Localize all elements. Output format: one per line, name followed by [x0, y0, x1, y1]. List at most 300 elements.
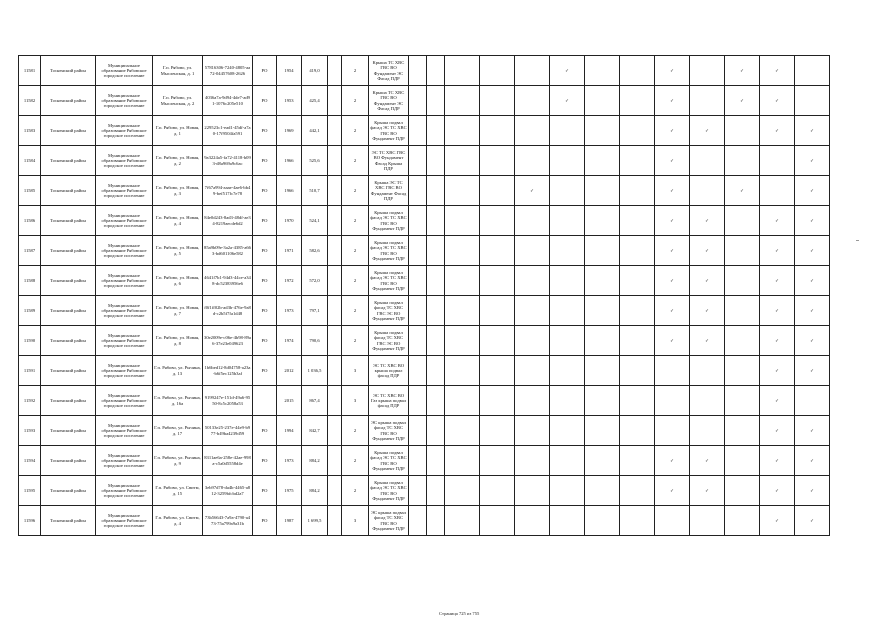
row-id: 11581 — [19, 56, 41, 86]
check-cell-empty — [515, 386, 550, 416]
check-mark: ✓ — [760, 386, 795, 416]
check-cell-empty — [409, 206, 427, 236]
row-type: РО — [253, 266, 277, 296]
row-type: РО — [253, 146, 277, 176]
check-mark: ✓ — [795, 476, 830, 506]
check-mark: ✓ — [760, 416, 795, 446]
table-body — [19, 56, 830, 536]
check-cell-empty — [445, 236, 480, 266]
check-cell-empty — [515, 56, 550, 86]
row-municipality: Муниципальное образование Рябовское городское поселение — [96, 146, 153, 176]
check-mark: ✓ — [760, 296, 795, 326]
check-cell-empty — [585, 266, 620, 296]
check-mark: ✓ — [550, 56, 585, 86]
row-area: 884,2 — [302, 446, 328, 476]
check-cell-empty — [585, 176, 620, 206]
check-cell-empty — [409, 146, 427, 176]
row-area: 790,6 — [302, 326, 328, 356]
check-cell-empty — [550, 266, 585, 296]
check-cell-empty — [760, 176, 795, 206]
row-floors: 2 — [342, 176, 369, 206]
check-cell-empty — [515, 296, 550, 326]
row-year: 2012 — [277, 356, 302, 386]
row-floors: 2 — [342, 56, 369, 86]
table-row — [19, 446, 830, 476]
row-district: Тосненский район — [41, 116, 96, 146]
check-cell-empty — [585, 296, 620, 326]
check-mark: ✓ — [760, 506, 795, 536]
row-floors: 2 — [342, 146, 369, 176]
check-mark: ✓ — [690, 116, 725, 146]
row-year: 1987 — [277, 506, 302, 536]
check-mark: ✓ — [760, 86, 795, 116]
row-empty — [328, 206, 342, 236]
check-cell-empty — [480, 296, 515, 326]
row-district: Тосненский район — [41, 386, 96, 416]
check-cell-empty — [480, 446, 515, 476]
check-mark: ✓ — [795, 326, 830, 356]
check-mark: ✓ — [795, 506, 830, 536]
row-empty — [328, 176, 342, 206]
check-cell-empty — [445, 296, 480, 326]
table-row — [19, 476, 830, 506]
check-cell-empty — [445, 146, 480, 176]
check-cell-empty — [515, 356, 550, 386]
check-cell-empty — [795, 56, 830, 86]
row-district: Тосненский район — [41, 176, 96, 206]
row-district: Тосненский район — [41, 506, 96, 536]
row-works: Крыша подвал фасад ЭС ТС ХВС ГВС ВО Фундамент ПДР — [369, 476, 409, 506]
check-mark: ✓ — [725, 86, 760, 116]
row-municipality: Муниципальное образование Рябовское городское поселение — [96, 326, 153, 356]
row-works: Крыша ЭС ТС ХВС ГВС ВО Фундамент Фасад ПДР — [369, 176, 409, 206]
row-empty — [328, 236, 342, 266]
row-type: РО — [253, 206, 277, 236]
check-cell-empty — [409, 296, 427, 326]
row-code: 50133e25-237e-44e9-b977-b49ba4239d59 — [203, 416, 253, 446]
row-works: Крыша подвал фасад ЭС ТС ХВС ГВС ВО Фундамент ПДР — [369, 206, 409, 236]
check-cell-empty — [427, 416, 445, 446]
row-works: ЭС ТС ХВС ГВС ВО Фундамент Фасад Крыша ПДР — [369, 146, 409, 176]
table-row — [19, 116, 830, 146]
row-municipality: Муниципальное образование Рябовское городское поселение — [96, 56, 153, 86]
check-cell-empty — [550, 176, 585, 206]
check-cell-empty — [480, 116, 515, 146]
row-works: Крыша ТС ХВС ГВС ВО Фундамент ЭС Фасад ПДР — [369, 56, 409, 86]
check-cell-empty — [480, 386, 515, 416]
check-cell-empty — [427, 386, 445, 416]
check-cell-empty — [690, 56, 725, 86]
check-mark: ✓ — [655, 236, 690, 266]
check-cell-empty — [690, 506, 725, 536]
check-cell-empty — [445, 446, 480, 476]
check-cell-empty — [515, 206, 550, 236]
row-type — [253, 386, 277, 416]
row-year: 1966 — [277, 146, 302, 176]
check-cell-empty — [445, 506, 480, 536]
row-year: 1969 — [277, 116, 302, 146]
row-address: Г.п. Рябово, ул. Мысленская, д. 2 — [153, 86, 203, 116]
check-cell-empty — [690, 86, 725, 116]
check-mark: ✓ — [550, 86, 585, 116]
check-cell-empty — [480, 356, 515, 386]
row-code: 4036a7a-9d94-4de7-ad91-1076c205e510 — [203, 86, 253, 116]
check-cell-empty — [445, 116, 480, 146]
check-mark: ✓ — [655, 146, 690, 176]
row-code: 3eb97d78-da4b-4465-a812-3259bfcbd2a7 — [203, 476, 253, 506]
check-cell-empty — [585, 386, 620, 416]
page-footer: Страница 725 из 755 — [439, 611, 480, 616]
check-cell-empty — [445, 326, 480, 356]
row-code: 30e2009e-c06e-4b98-89a6-37e23e049623 — [203, 326, 253, 356]
check-cell-empty — [655, 356, 690, 386]
row-area: 797,1 — [302, 296, 328, 326]
row-id: 11586 — [19, 206, 41, 236]
check-cell-empty — [620, 56, 655, 86]
row-code: 84e0d243-8ad3-48df-ae34-8219aecde6d2 — [203, 206, 253, 236]
row-district: Тосненский район — [41, 356, 96, 386]
table-row — [19, 206, 830, 236]
check-cell-empty — [620, 506, 655, 536]
check-mark: ✓ — [795, 146, 830, 176]
row-district: Тосненский район — [41, 296, 96, 326]
check-mark: ✓ — [655, 476, 690, 506]
row-code: 7f67a994-aaae-4ae6-bb49-bef517fc7e78 — [203, 176, 253, 206]
row-address: Г.п. Рябово, ул. Новая, д. 8 — [153, 326, 203, 356]
check-cell-empty — [480, 416, 515, 446]
check-cell-empty — [409, 176, 427, 206]
check-cell-empty — [725, 236, 760, 266]
check-cell-empty — [725, 476, 760, 506]
check-mark: ✓ — [760, 446, 795, 476]
check-cell-empty — [550, 146, 585, 176]
check-cell-empty — [409, 236, 427, 266]
table-row — [19, 236, 830, 266]
check-cell-empty — [480, 146, 515, 176]
row-address: Г.п. Рябово, ул. Рычина, д. 9 — [153, 446, 203, 476]
row-floors: 2 — [342, 476, 369, 506]
check-cell-empty — [620, 326, 655, 356]
row-municipality: Муниципальное образование Рябовское городское поселение — [96, 296, 153, 326]
check-mark: ✓ — [795, 236, 830, 266]
check-cell-empty — [515, 416, 550, 446]
row-municipality: Муниципальное образование Рябовское городское поселение — [96, 266, 153, 296]
table-row — [19, 296, 830, 326]
row-type: РО — [253, 176, 277, 206]
check-cell-empty — [585, 446, 620, 476]
row-type: РО — [253, 236, 277, 266]
check-cell-empty — [620, 116, 655, 146]
check-mark: ✓ — [760, 116, 795, 146]
check-cell-empty — [480, 266, 515, 296]
check-cell-empty — [515, 446, 550, 476]
check-cell-empty — [427, 266, 445, 296]
row-district: Тосненский район — [41, 86, 96, 116]
check-cell-empty — [725, 326, 760, 356]
row-floors: 2 — [342, 236, 369, 266]
row-area: 425,4 — [302, 86, 328, 116]
check-cell-empty — [725, 146, 760, 176]
check-cell-empty — [585, 86, 620, 116]
check-mark: ✓ — [760, 206, 795, 236]
row-type: РО — [253, 356, 277, 386]
row-works: Крыша подвал фасад ЭС ТС ХВС ГВС ВО Фундамент ПДР — [369, 116, 409, 146]
row-id: 11587 — [19, 236, 41, 266]
row-year: 1966 — [277, 176, 302, 206]
row-municipality: Муниципальное образование Рябовское городское поселение — [96, 236, 153, 266]
row-district: Тосненский район — [41, 146, 96, 176]
row-id: 11588 — [19, 266, 41, 296]
check-cell-empty — [427, 236, 445, 266]
row-id: 11594 — [19, 446, 41, 476]
check-cell-empty — [409, 416, 427, 446]
row-year: 1975 — [277, 476, 302, 506]
row-empty — [328, 506, 342, 536]
row-address: Г.п. Рябово, ул. Новая, д. 2 — [153, 146, 203, 176]
check-cell-empty — [427, 206, 445, 236]
check-cell-empty — [480, 476, 515, 506]
check-cell-empty — [427, 86, 445, 116]
check-cell-empty — [655, 386, 690, 416]
row-district: Тосненский район — [41, 476, 96, 506]
row-code: 1b6bed12-8d04758-a23a-b6f5ec125b3af — [203, 356, 253, 386]
check-mark: ✓ — [655, 266, 690, 296]
check-mark: ✓ — [690, 206, 725, 236]
check-mark: ✓ — [795, 116, 830, 146]
check-cell-empty — [480, 236, 515, 266]
check-cell-empty — [690, 416, 725, 446]
check-mark: ✓ — [690, 326, 725, 356]
check-cell-empty — [550, 416, 585, 446]
row-floors: 2 — [342, 296, 369, 326]
table-row — [19, 506, 830, 536]
check-cell-empty — [655, 416, 690, 446]
check-cell-empty — [725, 296, 760, 326]
check-cell-empty — [585, 506, 620, 536]
check-mark: ✓ — [795, 446, 830, 476]
row-type: РО — [253, 56, 277, 86]
check-cell-empty — [725, 356, 760, 386]
row-id: 11595 — [19, 476, 41, 506]
row-type: РО — [253, 326, 277, 356]
check-cell-empty — [515, 326, 550, 356]
check-cell-empty — [550, 326, 585, 356]
row-id: 11593 — [19, 416, 41, 446]
row-type: РО — [253, 446, 277, 476]
row-district: Тосненский район — [41, 416, 96, 446]
row-address: Г.п. Рябово, ул. Свитм, д. 15 — [153, 476, 203, 506]
check-cell-empty — [445, 476, 480, 506]
row-address: Г.п. Рябово, ул. Новая, д. 4 — [153, 206, 203, 236]
row-empty — [328, 266, 342, 296]
check-cell-empty — [620, 416, 655, 446]
check-cell-empty — [585, 146, 620, 176]
check-cell-empty — [445, 266, 480, 296]
check-mark: ✓ — [690, 296, 725, 326]
table-row — [19, 86, 830, 116]
check-mark: ✓ — [725, 176, 760, 206]
check-cell-empty — [690, 146, 725, 176]
check-cell-empty — [585, 56, 620, 86]
row-floors: 3 — [342, 506, 369, 536]
table-row — [19, 146, 830, 176]
check-cell-empty — [620, 356, 655, 386]
row-type: РО — [253, 476, 277, 506]
check-mark: ✓ — [655, 86, 690, 116]
row-code: 73b56643-7a9a-4790-a473-75a799a9a31b — [203, 506, 253, 536]
row-municipality: Муниципальное образование Рябовское городское поселение — [96, 86, 153, 116]
check-cell-empty — [620, 146, 655, 176]
row-type: РО — [253, 116, 277, 146]
check-cell-empty — [409, 356, 427, 386]
check-mark: ✓ — [795, 176, 830, 206]
row-year: 1970 — [277, 206, 302, 236]
check-cell-empty — [515, 266, 550, 296]
row-area: 884,2 — [302, 476, 328, 506]
row-code: 229523c1-ead1-45df-a7a0-17f9504fa591 — [203, 116, 253, 146]
row-code: 9199247e-151d-49a6-9550-8c5c2058a53 — [203, 386, 253, 416]
row-area: 419,0 — [302, 56, 328, 86]
check-cell-empty — [515, 116, 550, 146]
check-cell-empty — [550, 506, 585, 536]
check-cell-empty — [725, 116, 760, 146]
row-works: ЭС ТС ХВС ВО Газ крыша подвал фасад ПДР — [369, 386, 409, 416]
row-id: 11590 — [19, 326, 41, 356]
row-empty — [328, 356, 342, 386]
row-address: Г.п. Рябово, ул. Рычина, д. 16а — [153, 386, 203, 416]
row-code: 85a9b09e-3a2a-4385-a663-bd601106e582 — [203, 236, 253, 266]
row-municipality: Муниципальное образование Рябовское городское поселение — [96, 476, 153, 506]
check-cell-empty — [480, 176, 515, 206]
check-cell-empty — [515, 506, 550, 536]
check-cell-empty — [585, 116, 620, 146]
row-address: Г.п. Рябово, ул. Новая, д. 3 — [153, 176, 203, 206]
row-district: Тосненский район — [41, 206, 96, 236]
check-cell-empty — [585, 356, 620, 386]
row-floors: 2 — [342, 266, 369, 296]
row-year: 1972 — [277, 266, 302, 296]
row-year: 1973 — [277, 296, 302, 326]
row-empty — [328, 56, 342, 86]
check-mark: ✓ — [655, 116, 690, 146]
margin-mark — [856, 240, 859, 241]
row-works: Крыша подвал фасад ЭС ТС ХВС ГВС ВО Фундамент ПДР — [369, 236, 409, 266]
check-cell-empty — [620, 296, 655, 326]
check-cell-empty — [725, 506, 760, 536]
row-works: Крыша подвал фасад ТС ХВС ГВС ЭС ВО Фундамент ПДР — [369, 296, 409, 326]
table-row — [19, 176, 830, 206]
row-area: 525,6 — [302, 146, 328, 176]
check-cell-empty — [725, 416, 760, 446]
housing-table — [18, 55, 830, 536]
check-cell-empty — [445, 416, 480, 446]
row-empty — [328, 476, 342, 506]
check-cell-empty — [515, 146, 550, 176]
check-cell-empty — [427, 326, 445, 356]
check-mark: ✓ — [655, 296, 690, 326]
check-cell-empty — [550, 386, 585, 416]
row-works: ЭС крыша подвал фасад ТС ХВС ГВС ВО Фундамент ПДР — [369, 506, 409, 536]
row-year: 1971 — [277, 236, 302, 266]
check-cell-empty — [550, 236, 585, 266]
row-code: 4641f7b1-94d3-44ce-a348-dc52383956e6 — [203, 266, 253, 296]
row-area: 867,4 — [302, 386, 328, 416]
check-cell-empty — [409, 446, 427, 476]
check-cell-empty — [550, 206, 585, 236]
row-id: 11582 — [19, 86, 41, 116]
check-cell-empty — [620, 236, 655, 266]
check-mark: ✓ — [795, 296, 830, 326]
check-cell-empty — [515, 86, 550, 116]
check-mark: ✓ — [690, 236, 725, 266]
row-id: 11596 — [19, 506, 41, 536]
row-id: 11585 — [19, 176, 41, 206]
check-mark: ✓ — [690, 266, 725, 296]
row-municipality: Муниципальное образование Рябовское городское поселение — [96, 416, 153, 446]
row-works: Крыша подвал фасад ЭС ТС ХВС ГВС ВО Фундамент ПДР — [369, 446, 409, 476]
table-row — [19, 266, 830, 296]
check-cell-empty — [445, 56, 480, 86]
check-mark: ✓ — [795, 266, 830, 296]
check-cell-empty — [409, 116, 427, 146]
row-empty — [328, 326, 342, 356]
check-cell-empty — [427, 116, 445, 146]
row-district: Тосненский район — [41, 236, 96, 266]
row-municipality: Муниципальное образование Рябовское городское поселение — [96, 116, 153, 146]
row-year: 2015 — [277, 386, 302, 416]
check-cell-empty — [427, 56, 445, 86]
check-cell-empty — [725, 446, 760, 476]
check-cell-empty — [409, 86, 427, 116]
row-year: 1953 — [277, 86, 302, 116]
check-mark: ✓ — [655, 56, 690, 86]
check-cell-empty — [690, 386, 725, 416]
row-year: 1974 — [277, 326, 302, 356]
row-municipality: Муниципальное образование Рябовское городское поселение — [96, 206, 153, 236]
check-cell-empty — [725, 386, 760, 416]
row-id: 11584 — [19, 146, 41, 176]
check-cell-empty — [550, 356, 585, 386]
check-mark: ✓ — [760, 236, 795, 266]
check-cell-empty — [445, 356, 480, 386]
row-district: Тосненский район — [41, 266, 96, 296]
check-cell-empty — [409, 506, 427, 536]
check-cell-empty — [690, 176, 725, 206]
check-cell-empty — [427, 506, 445, 536]
check-mark: ✓ — [760, 56, 795, 86]
check-cell-empty — [585, 476, 620, 506]
check-mark: ✓ — [795, 356, 830, 386]
row-works: ЭС крыша подвал фасад ТС ХВС ГВС ВО Фундамент ПДР — [369, 416, 409, 446]
row-code: f0f1ff02b-ad3b-476e-9a8d-c2b5f7fa1d48 — [203, 296, 253, 326]
row-area: 1 036,5 — [302, 356, 328, 386]
row-district: Тосненский район — [41, 446, 96, 476]
row-works: Крыша подвал фасад ТС ХВС ГВС ЭС ВО Фундамент ПДР — [369, 326, 409, 356]
check-cell-empty — [445, 176, 480, 206]
row-area: 1 699,5 — [302, 506, 328, 536]
row-empty — [328, 296, 342, 326]
row-code: 8311ae6a-258e-42ae-998a-c5a0d5558d4e — [203, 446, 253, 476]
row-empty — [328, 416, 342, 446]
row-address: Г.п. Рябово, ул. Мысленская, д. 1 — [153, 56, 203, 86]
row-area: 572,0 — [302, 266, 328, 296]
check-mark: ✓ — [515, 176, 550, 206]
row-type: РО — [253, 416, 277, 446]
row-district: Тосненский район — [41, 326, 96, 356]
check-cell-empty — [585, 236, 620, 266]
check-cell-empty — [585, 416, 620, 446]
row-empty — [328, 146, 342, 176]
